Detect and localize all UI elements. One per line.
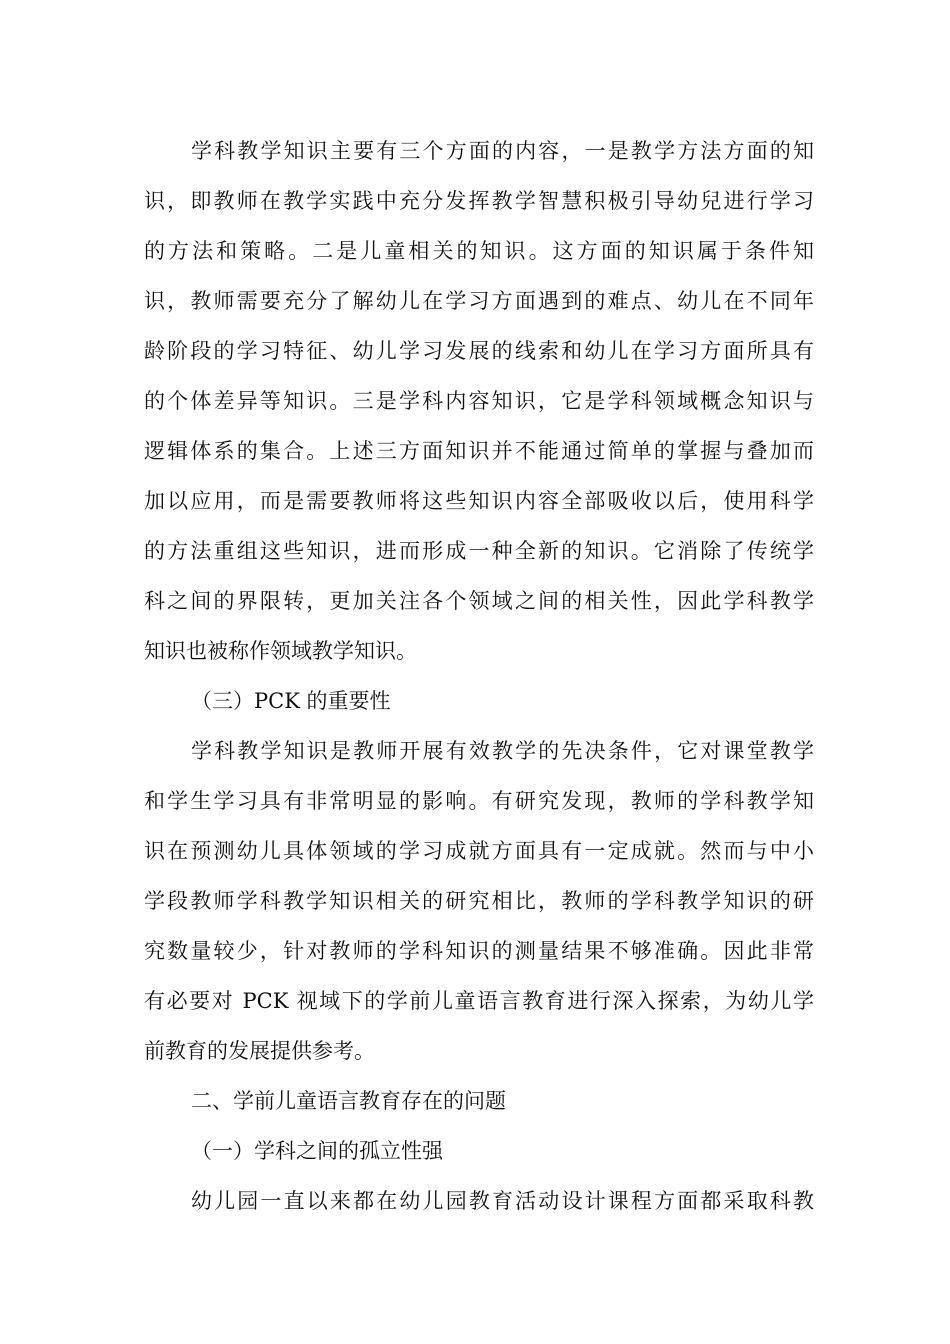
paragraph-line: 加以应用，而是需要教师将这些知识内容全部吸收以后，使用科学 (144, 489, 814, 513)
paragraph-line: 科之间的界限转，更加关注各个领域之间的相关性，因此学科教学 (144, 589, 814, 613)
paragraph-line: 识，即教师在教学实践中充分发挥教学智慧积极引导幼兒进行学习 (144, 189, 814, 213)
paragraph-line: 学段教师学科教学知识相关的研究相比，教师的学科教学知识的研 (144, 889, 814, 913)
paragraph-line: 的方法和策略。二是儿童相关的知识。这方面的知识属于条件知 (144, 239, 814, 263)
paragraph-line: 的个体差异等知识。三是学科内容知识，它是学科领域概念知识与 (144, 389, 814, 413)
paragraph-line: 有必要对 PCK 视域下的学前儿童语言教育进行深入探索，为幼儿学 (144, 989, 814, 1013)
paragraph-line: 学科教学知识是教师开展有效教学的先决条件，它对课堂教学 (191, 739, 814, 763)
section-heading: （一）学科之间的孤立性强 (191, 1139, 443, 1163)
paragraph-line: 和学生学习具有非常明显的影响。有研究发现，教师的学科教学知 (144, 789, 814, 813)
paragraph-line: 的方法重组这些知识，进而形成一种全新的知识。它消除了传统学 (144, 539, 814, 563)
paragraph-line: 学科教学知识主要有三个方面的内容，一是教学方法方面的知 (191, 139, 814, 163)
paragraph-line: 识在预测幼儿具体领域的学习成就方面具有一定成就。然而与中小 (144, 839, 814, 863)
paragraph-line: 前教育的发展提供参考。 (144, 1039, 375, 1063)
paragraph-line: 龄阶段的学习特征、幼儿学习发展的线索和幼儿在学习方面所具有 (144, 339, 814, 363)
paragraph-line: 识，教师需要充分了解幼儿在学习方面遇到的难点、幼儿在不同年 (144, 289, 814, 313)
paragraph-line: 究数量较少，针对教师的学科知识的测量结果不够准确。因此非常 (144, 939, 814, 963)
section-heading: （三）PCK 的重要性 (191, 689, 391, 713)
paragraph-line: 幼儿园一直以来都在幼儿园教育活动设计课程方面都采取科教 (191, 1189, 814, 1213)
paragraph-line: 逻辑体系的集合。上述三方面知识并不能通过简单的掌握与叠加而 (144, 439, 814, 463)
paragraph-line: 知识也被称作领域教学知识。 (144, 639, 417, 663)
chapter-heading: 二、学前儿童语言教育存在的问题 (191, 1089, 506, 1113)
